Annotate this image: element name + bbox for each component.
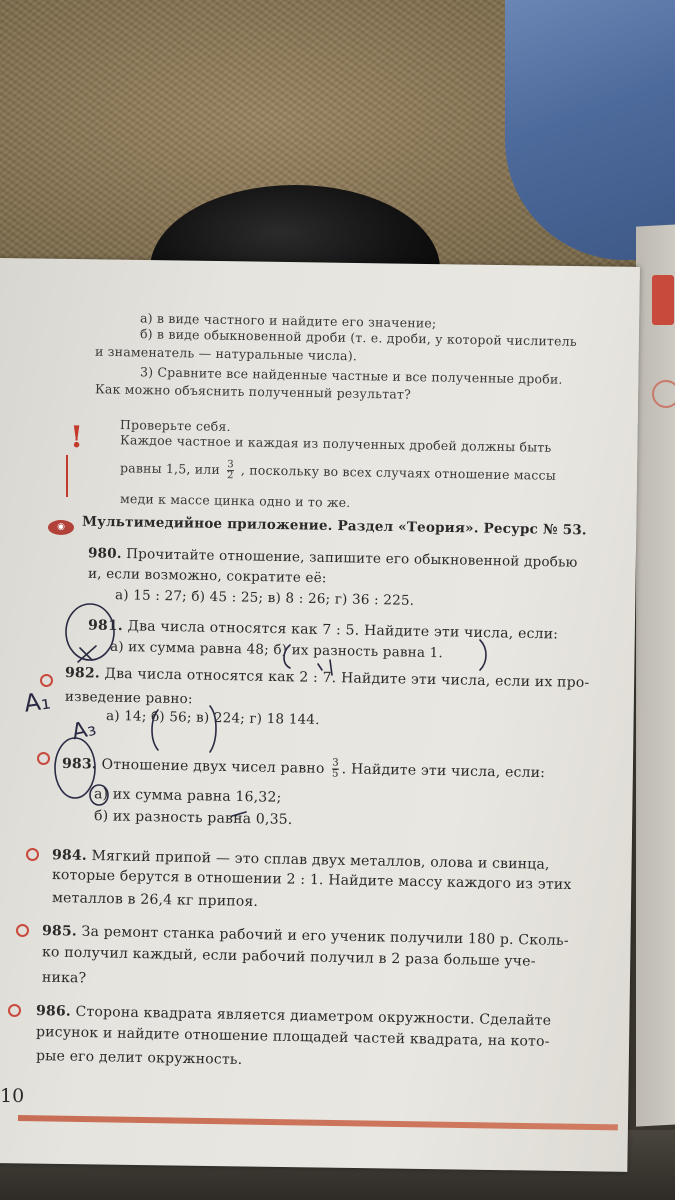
fraction-3-2: $\frac{3}{2}$ bbox=[227, 459, 234, 482]
top-line-5: Как можно объяснить полученный результат? bbox=[94, 381, 412, 402]
facing-page-ring-icon bbox=[652, 380, 675, 408]
multimedia-link: Мультимедийное приложение. Раздел «Теория». Ресурс № 53. bbox=[81, 513, 587, 539]
fraction-3-5: $\frac{3}{5}$ bbox=[331, 757, 339, 780]
check-title: Проверьте себя. bbox=[119, 417, 231, 434]
top-line-2: б) в виде обыкновенной дроби (т. е. дроби, у которой числитель bbox=[139, 326, 577, 349]
page-number: 10 bbox=[0, 1085, 25, 1107]
circle-bullet-icon bbox=[40, 674, 53, 687]
problem-985-line-3: ника? bbox=[41, 969, 87, 987]
check-line-3: меди к массе цинка одно и то же. bbox=[119, 490, 351, 511]
check-line-1: Каждое частное и каждая из полученных дробей должны быть bbox=[119, 432, 552, 455]
problem-984-line-3: металлов в 26,4 кг припоя. bbox=[51, 890, 259, 910]
problem-986-line-1: 986. Сторона квадрата является диаметром окружности. Сделайте bbox=[35, 1003, 552, 1029]
facing-page-badge bbox=[652, 275, 674, 325]
problem-981-line-1: 981. Два числа относятся как 7 : 5. Найдите эти числа, если: bbox=[87, 617, 559, 643]
problem-980-items: а) 15 : 27; б) 45 : 25; в) 8 : 26; г) 36 : 225. bbox=[114, 587, 415, 609]
problem-984-line-1: 984. Мягкий припой — это сплав двух металлов, олова и свинца, bbox=[51, 847, 550, 873]
problem-981-items: а) их сумма равна 48; б) их разность равна 1. bbox=[109, 638, 444, 662]
problem-986-line-3: рые его делит окружность. bbox=[35, 1048, 243, 1068]
top-line-1: а) в виде частного и найдите его значение; bbox=[139, 310, 437, 331]
circle-bullet-icon bbox=[16, 924, 29, 937]
problem-983-item-a: а) их сумма равна 16,32; bbox=[93, 786, 282, 806]
problem-985-line-1: 985. За ремонт станка рабочий и его ученик получили 180 р. Сколь- bbox=[41, 922, 569, 950]
problem-982-items: а) 14; б) 56; в) 224; г) 18 144. bbox=[105, 707, 320, 729]
check-line-2b: , поскольку во всех случаях отношение массы bbox=[240, 462, 557, 483]
problem-983-line-1: 983. Отношение двух чисел равно $\frac{3}{5}$ . Найдите эти числа, если: bbox=[61, 755, 546, 782]
problem-984-line-2: которые берутся в отношении 2 : 1. Найдите массу каждого из этих bbox=[51, 867, 572, 893]
multimedia-icon: ◉ bbox=[48, 520, 74, 535]
exclamation-icon: ! bbox=[70, 420, 84, 455]
top-line-3: и знаменатель — натуральные числа). bbox=[94, 343, 358, 364]
problem-980-line-2: и, если возможно, сократите её: bbox=[87, 565, 327, 587]
top-line-4: 3) Сравните все найденные частные и все полученные дроби. bbox=[139, 364, 563, 387]
circle-bullet-icon bbox=[8, 1004, 21, 1017]
check-block-bar bbox=[66, 455, 68, 497]
circle-bullet-icon bbox=[26, 848, 39, 861]
problem-986-line-2: рисунок и найдите отношение площадей частей квадрата, на кото- bbox=[35, 1024, 550, 1050]
circle-bullet-icon bbox=[37, 752, 50, 765]
handwriting-a3: А₃ bbox=[69, 715, 99, 746]
handwriting-a1: А₁ bbox=[22, 686, 53, 718]
problem-980-line-1: 980. Прочитайте отношение, запишите его обыкновенной дробью bbox=[87, 545, 578, 571]
problem-982-line-2: изведение равно: bbox=[64, 688, 193, 708]
problem-982-line-1: 982. Два числа относятся как 2 : 7. Найдите эти числа, если их про- bbox=[64, 664, 590, 692]
problem-983-item-b: б) их разность равна 0,35. bbox=[93, 808, 293, 828]
check-line-2a: равны 1,5, или bbox=[119, 460, 221, 477]
facing-page-edge bbox=[636, 223, 675, 1126]
problem-985-line-2: ко получил каждый, если рабочий получил в 2 раза больше уче- bbox=[41, 944, 536, 970]
